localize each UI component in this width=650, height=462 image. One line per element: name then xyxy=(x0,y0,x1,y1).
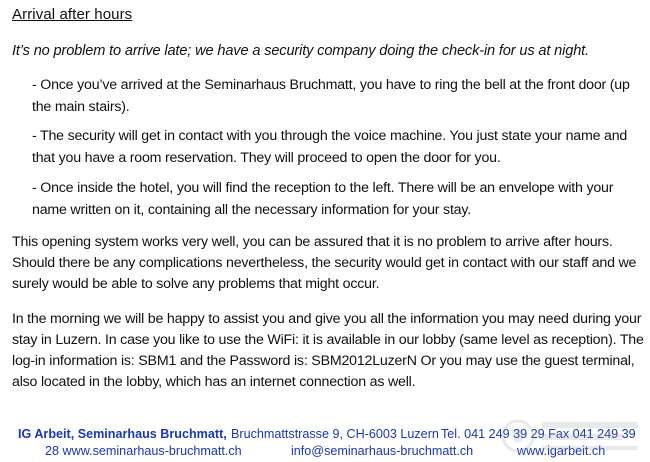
instruction-step-ring-bell: - Once you’ve arrived at the Seminarhaus Bruchmatt, you have to ring the bell at the front door (up the main stairs). xyxy=(32,77,630,115)
footer-email-link[interactable]: info@seminarhaus-bruchmatt.ch xyxy=(291,444,474,458)
instruction-step-voice-machine: - The security will get in contact with you through the voice machine. You just state your name and that you have a room reservation. They will proceed to open the door for you. xyxy=(32,128,628,166)
footer-website-link[interactable]: 28 www.seminarhaus-bruchmatt.ch xyxy=(45,444,242,458)
instruction-step-reception: - Once inside the hotel, you will find the reception to the left. There will be an envelope with your name written on it, containing all the necessary information for your stay. xyxy=(32,180,614,218)
paragraph-morning-wifi: In the morning we will be happy to assist you and give you all the information you may need during your stay in Luzern. In case you like to use the WiFi: it is available in our lobby (same level as reception). The log-in information is: SBM1 and the Password is: SBM2012LuzerN Or you may use the guest terminal, also located in the lobby, which has an internet connection as well. xyxy=(12,311,644,390)
section-heading: Arrival after hours xyxy=(12,6,133,23)
paragraph-opening-system: This opening system works very well, you can be assured that it is no problem to arrive after hours. Should there be any complications nevertheless, the security would get in contact with our staff and we surely would be able to solve any problems that might occur. xyxy=(12,234,637,292)
intro-text: It’s no problem to arrive late; we have a security company doing the check-in for us at night. xyxy=(12,43,589,59)
footer-phone-fax: Tel. 041 249 39 29 Fax 041 249 39 xyxy=(441,427,636,441)
footer-organization: IG Arbeit, Seminarhaus Bruchmatt, xyxy=(18,427,227,441)
footer-address: Bruchmattstrasse 9, CH-6003 Luzern xyxy=(231,427,439,441)
footer-website-2-link[interactable]: www.igarbeit.ch xyxy=(517,444,606,458)
